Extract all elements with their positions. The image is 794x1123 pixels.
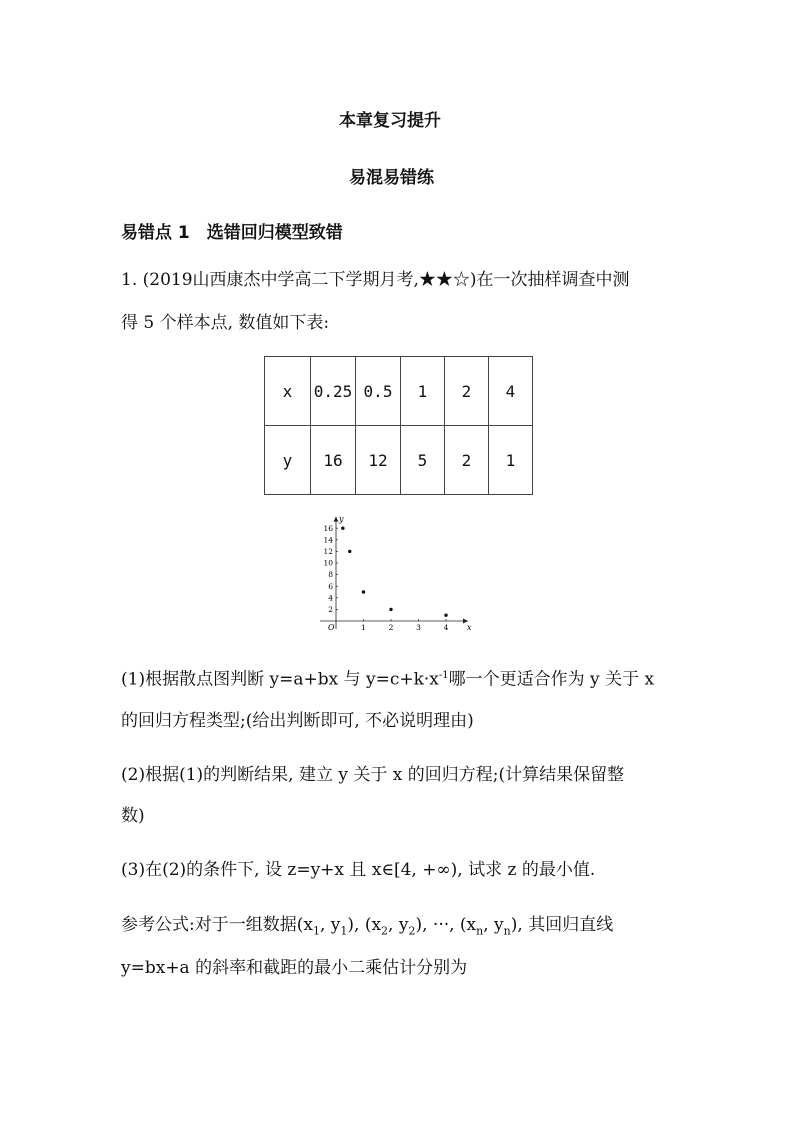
table-cell: x — [265, 357, 311, 426]
data-table — [264, 356, 533, 495]
scatter-point — [348, 550, 351, 553]
problem-intro-line1: 1. (2019山西康杰中学高二下学期月考,★★☆)在一次抽样调查中测 — [121, 270, 630, 290]
scatter-point — [444, 614, 447, 617]
ref-text: , y — [319, 915, 341, 935]
table-cell: 0.25 — [311, 357, 356, 426]
origin-label: O — [328, 623, 335, 632]
table-cell: 4 — [489, 357, 533, 426]
y-tick-label: 16 — [323, 523, 333, 533]
ref-text: 参考公式:对于一组数据(x — [121, 915, 313, 935]
question-3-line: (3)在(2)的条件下, 设 z=y+x 且 x∈[4, +∞), 试求 z 的最小值. — [121, 860, 596, 880]
y-tick-label: 2 — [328, 605, 333, 614]
y-tick-label: 14 — [323, 535, 333, 545]
table-cell: 5 — [401, 426, 445, 495]
reference-formula-line2: y=bx+a 的斜率和截距的最小二乘估计分别为 — [121, 958, 468, 978]
table-cell: 12 — [356, 426, 401, 495]
y-tick-label: 6 — [328, 581, 333, 591]
reference-formula-line1 — [121, 917, 613, 936]
table-row-x — [265, 357, 533, 426]
table-cell: 2 — [445, 426, 489, 495]
problem-intro-line2: 得 5 个样本点, 数值如下表: — [121, 313, 330, 333]
subscript: 1 — [340, 924, 348, 938]
y-axis-arrow — [334, 517, 339, 522]
question-1-line1 — [121, 671, 654, 689]
table-cell: 0.5 — [356, 357, 401, 426]
y-tick-label: 10 — [323, 558, 333, 568]
table-cell: 1 — [401, 357, 445, 426]
y-tick-label: 8 — [328, 570, 333, 580]
chapter-title: 本章复习提升 — [339, 111, 441, 131]
error-point-heading: 易错点 1 选错回归模型致错 — [121, 223, 343, 243]
table-cell: y — [265, 426, 311, 495]
question-1-line2: 的回归方程类型;(给出判断即可, 不必说明理由) — [121, 711, 474, 731]
table-cell: 1 — [489, 426, 533, 495]
ref-text: ), 其回归直线 — [510, 915, 614, 935]
x-tick-label: 2 — [388, 623, 394, 632]
question-1-text-b: 哪一个更适合作为 y 关于 x — [448, 669, 655, 690]
y-tick-label: 4 — [328, 593, 333, 603]
y-tick-label: 12 — [323, 547, 333, 556]
question-2-line1: (2)根据(1)的判断结果, 建立 y 关于 x 的回归方程;(计算结果保留整 — [121, 765, 625, 785]
table-cell: 16 — [311, 426, 356, 495]
scatter-plot — [318, 503, 478, 633]
x-tick-label: 4 — [443, 623, 449, 632]
subscript: n — [476, 924, 484, 938]
x-tick-label: 1 — [361, 623, 366, 632]
question-2-line2: 数) — [121, 806, 145, 826]
scatter-point — [389, 608, 392, 611]
exponent: -1 — [438, 670, 449, 681]
ref-text: , y — [483, 915, 504, 935]
subscript: 1 — [312, 924, 320, 938]
y-axis-label: y — [339, 514, 344, 524]
subscript: n — [503, 924, 511, 938]
ref-text: ), (x — [347, 915, 382, 935]
subscript: 2 — [381, 924, 389, 938]
subscript: 2 — [408, 924, 416, 938]
scatter-point — [341, 527, 344, 530]
x-axis-label: x — [467, 623, 472, 632]
x-tick-label: 3 — [416, 623, 421, 632]
ref-text: , y — [388, 915, 409, 935]
table-cell: 2 — [445, 357, 489, 426]
ref-text: ), ···, (x — [415, 915, 477, 935]
question-1-text-a: (1)根据散点图判断 y=a+bx 与 y=c+k·x — [121, 669, 439, 690]
section-title: 易混易错练 — [349, 168, 434, 188]
scatter-point — [362, 590, 365, 593]
table-row-y — [265, 426, 533, 495]
